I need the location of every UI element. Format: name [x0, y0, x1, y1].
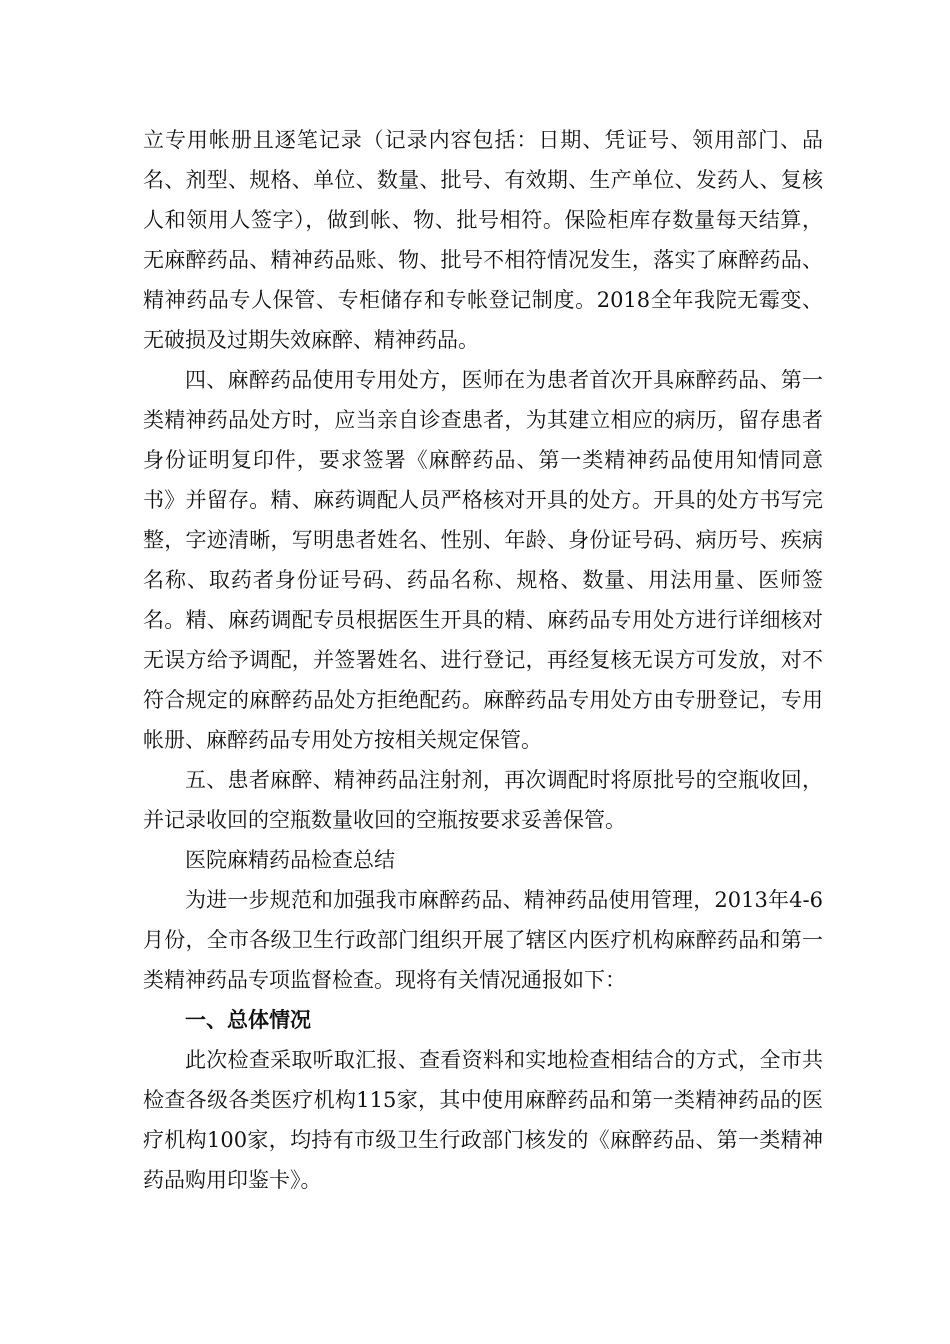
- paragraph-overview: 此次检查采取听取汇报、查看资料和实地检查相结合的方式，全市共检查各级各类医疗机构115家，其中使用麻醉药品和第一类精神药品的医疗机构100家，均持有市级卫生行政部门核发的《麻醉药品、第一类精神药品购用印鉴卡》。: [143, 1048, 823, 1192]
- section-heading-overview: 一、总体情况: [185, 1007, 311, 1032]
- paragraph-section-five: 五、患者麻醉、精神药品注射剂，再次调配时将原批号的空瓶收回，并记录收回的空瓶数量收回的空瓶按要求妥善保管。: [143, 768, 823, 832]
- paragraph-intro: 为进一步规范和加强我市麻醉药品、精神药品使用管理，2013年4-6月份，全市各级卫生行政部门组织开展了辖区内医疗机构麻醉药品和第一类精神药品专项监督检查。现将有关情况通报如下：: [143, 888, 823, 992]
- document-body: [143, 120, 823, 1200]
- paragraph-section-four: 四、麻醉药品使用专用处方，医师在为患者首次开具麻醉药品、第一类精神药品处方时，应当亲自诊查患者，为其建立相应的病历，留存患者身份证明复印件，要求签署《麻醉药品、第一类精神药品使用知情同意书》并留存。精、麻药调配人员严格核对开具的处方。开具的处方书写完整，字迹清晰，写明患者姓名、性别、年龄、身份证号码、病历号、疾病名称、取药者身份证号码、药品名称、规格、数量、用法用量、医师签名。精、麻药调配专员根据医生开具的精、麻药品专用处方进行详细核对无误方给予调配，并签署姓名、进行登记，再经复核无误方可发放，对不符合规定的麻醉药品处方拒绝配药。麻醉药品专用处方由专册登记，专用帐册、麻醉药品专用处方按相关规定保管。: [143, 368, 823, 752]
- document-subtitle: 医院麻精药品检查总结: [185, 848, 395, 872]
- paragraph-continuation: 立专用帐册且逐笔记录（记录内容包括：日期、凭证号、领用部门、品名、剂型、规格、单位、数量、批号、有效期、生产单位、发药人、复核人和领用人签字），做到帐、物、批号相符。保险柜库存数量每天结算，无麻醉药品、精神药品账、物、批号不相符情况发生，落实了麻醉药品、精神药品专人保管、专柜储存和专帐登记制度。2018全年我院无霉变、无破损及过期失效麻醉、精神药品。: [143, 128, 823, 352]
